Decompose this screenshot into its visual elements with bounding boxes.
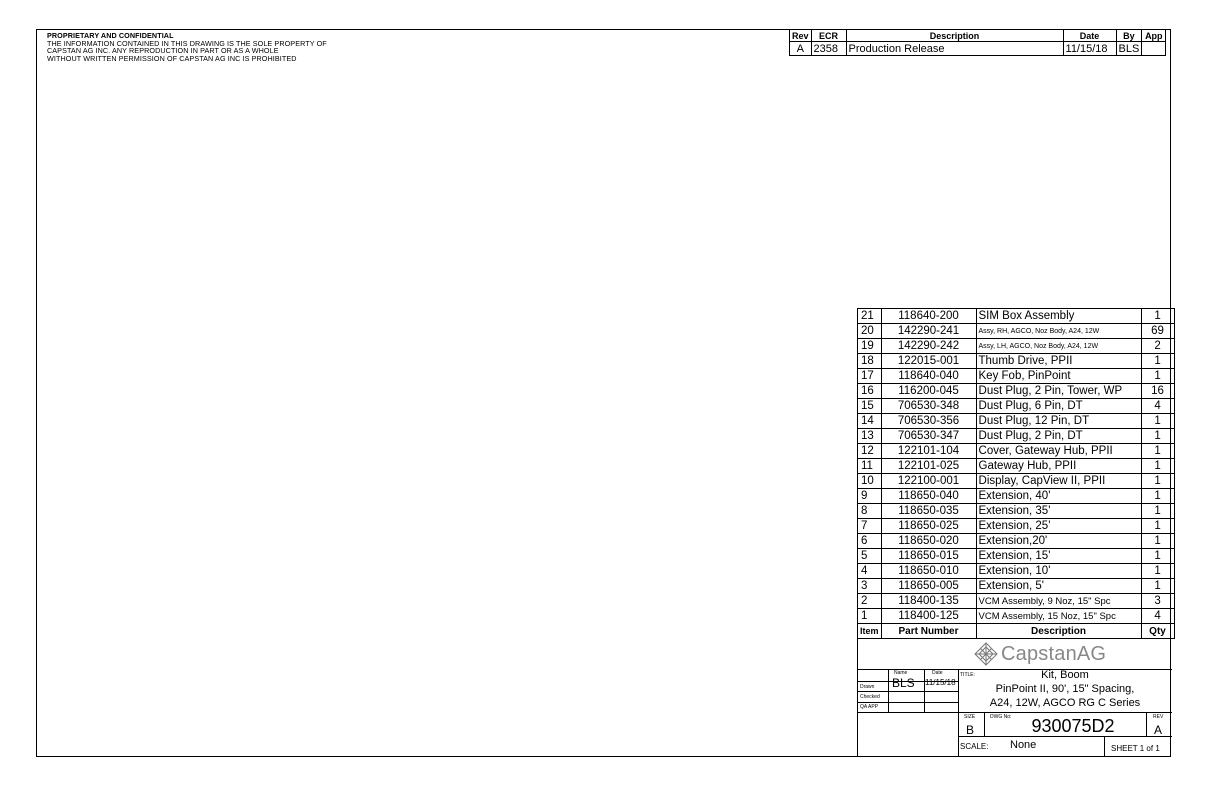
rev-label: REV [1153, 714, 1164, 720]
drawn-date: 11/15/18 [925, 678, 956, 687]
bom-part-number: 118650-010 [881, 564, 976, 579]
bom-part-number: 118650-035 [881, 504, 976, 519]
bom-description: Cover, Gateway Hub, PPII [976, 444, 1141, 459]
dwg-label: DWG No: [990, 714, 1012, 720]
bom-item-number: 11 [858, 459, 882, 474]
bom-description: Assy, RH, AGCO, Noz Body, A24, 12W [976, 324, 1141, 339]
drawing-number: 930075D2 [1031, 716, 1115, 736]
bom-qty: 4 [1141, 399, 1174, 414]
bom-part-number: 706530-348 [881, 399, 976, 414]
bom-item-number: 12 [858, 444, 882, 459]
qty-header: Qty [1141, 624, 1174, 639]
bom-qty: 4 [1141, 609, 1174, 624]
bom-part-number: 118640-040 [881, 369, 976, 384]
bom-description: Gateway Hub, PPII [976, 459, 1141, 474]
size-value: B [966, 723, 975, 737]
description-header: Description [976, 624, 1141, 639]
bom-description: Extension, 5' [976, 579, 1141, 594]
bom-item-number: 8 [858, 504, 882, 519]
capstan-diamond-icon [974, 642, 998, 666]
notice-line: THE INFORMATION CONTAINED IN THIS DRAWING IS THE SOLE PROPERTY OF [47, 38, 327, 48]
bom-description: Extension,20' [976, 534, 1141, 549]
bom-part-number: 706530-356 [881, 414, 976, 429]
bom-part-number: 142290-242 [881, 339, 976, 354]
bom-description: VCM Assembly, 15 Noz, 15" Spc [976, 609, 1141, 624]
title-line-1: Kit, Boom [1041, 669, 1089, 681]
bom-item-number: 20 [858, 324, 882, 339]
notice-line: CAPSTAN AG INC. ANY REPRODUCTION IN PART OR AS A WHOLE [47, 46, 279, 56]
bom-qty: 16 [1141, 384, 1174, 399]
bom-item-number: 18 [858, 354, 882, 369]
ecr-cell: 2358 [811, 42, 846, 56]
bom-part-number: 118400-135 [881, 594, 976, 609]
bom-part-number: 706530-347 [881, 429, 976, 444]
bom-part-number: 118650-020 [881, 534, 976, 549]
bom-row [858, 309, 1175, 324]
checked-label: Checked [860, 694, 880, 700]
title-label: TITLE: [960, 672, 976, 678]
bom-row [858, 459, 1175, 474]
bom-description: Extension, 15' [976, 549, 1141, 564]
bom-item-number: 21 [858, 309, 882, 324]
bom-description: Assy, LH, AGCO, Noz Body, A24, 12W [976, 339, 1141, 354]
description-header: Description [846, 30, 1063, 42]
app-header: App [1142, 30, 1166, 42]
bom-header-row [858, 624, 1175, 639]
revision-table [789, 29, 1166, 56]
bom-part-number: 142290-241 [881, 324, 976, 339]
bom-row [858, 324, 1175, 339]
rev-header: Rev [790, 30, 812, 42]
bom-description: Dust Plug, 2 Pin, DT [976, 429, 1141, 444]
bom-description: Extension, 25' [976, 519, 1141, 534]
bom-row [858, 549, 1175, 564]
bom-qty: 1 [1141, 504, 1174, 519]
bom-qty: 69 [1141, 324, 1174, 339]
bom-row [858, 414, 1175, 429]
bom-row [858, 399, 1175, 414]
bom-part-number: 118650-025 [881, 519, 976, 534]
date-label: Date [932, 670, 943, 676]
bom-row [858, 504, 1175, 519]
scale-label: SCALE: [960, 742, 989, 751]
bom-row [858, 519, 1175, 534]
bom-part-number: 118640-200 [881, 309, 976, 324]
bom-item-number: 17 [858, 369, 882, 384]
bom-part-number: 122101-104 [881, 444, 976, 459]
bom-item-number: 9 [858, 489, 882, 504]
bom-part-number: 118650-015 [881, 549, 976, 564]
logo-text: CapstanAG [1001, 642, 1107, 665]
bom-description: Extension, 10' [976, 564, 1141, 579]
bom-item-number: 15 [858, 399, 882, 414]
bom-item-number: 14 [858, 414, 882, 429]
item-header: Item [858, 624, 882, 639]
bom-row [858, 444, 1175, 459]
bom-row [858, 369, 1175, 384]
bom-item-number: 6 [858, 534, 882, 549]
drawn-label: Drawn [860, 684, 875, 690]
bom-description: Display, CapView II, PPII [976, 474, 1141, 489]
bom-description: Dust Plug, 2 Pin, Tower, WP [976, 384, 1141, 399]
scale-value: None [1010, 739, 1037, 751]
notice-title: PROPRIETARY AND CONFIDENTIAL [47, 31, 174, 40]
bom-qty: 1 [1141, 474, 1174, 489]
bom-row [858, 474, 1175, 489]
bom-qty: 3 [1141, 594, 1174, 609]
bom-item-number: 4 [858, 564, 882, 579]
title-block [857, 638, 1171, 757]
bom-row [858, 354, 1175, 369]
bom-item-number: 10 [858, 474, 882, 489]
bom-item-number: 3 [858, 579, 882, 594]
bom-item-number: 1 [858, 609, 882, 624]
revision-header-row [790, 30, 1166, 42]
bom-item-number: 7 [858, 519, 882, 534]
bom-row [858, 339, 1175, 354]
bom-part-number: 118650-005 [881, 579, 976, 594]
by-header: By [1116, 30, 1142, 42]
by-cell: BLS [1116, 42, 1142, 56]
notice-line: WITHOUT WRITTEN PERMISSION OF CAPSTAN AG INC IS PROHIBITED [47, 53, 297, 63]
bom-row [858, 429, 1175, 444]
bom-part-number: 122015-001 [881, 354, 976, 369]
bom-row [858, 594, 1175, 609]
date-cell: 11/15/18 [1063, 42, 1116, 56]
sheet-number: SHEET 1 of 1 [1111, 744, 1160, 753]
bom-description: Thumb Drive, PPII [976, 354, 1141, 369]
bom-part-number: 116200-045 [881, 384, 976, 399]
bom-description: Extension, 35' [976, 504, 1141, 519]
bom-description: Dust Plug, 6 Pin, DT [976, 399, 1141, 414]
bom-qty: 1 [1141, 444, 1174, 459]
bom-qty: 1 [1141, 429, 1174, 444]
bom-qty: 2 [1141, 339, 1174, 354]
bom-part-number: 118400-125 [881, 609, 976, 624]
capstan-logo [974, 641, 1106, 667]
title-line-3: A24, 12W, AGCO RG C Series [989, 697, 1141, 709]
bom-row [858, 609, 1175, 624]
bom-part-number: 122101-025 [881, 459, 976, 474]
date-header: Date [1063, 30, 1116, 42]
bom-qty: 1 [1141, 489, 1174, 504]
bom-row [858, 384, 1175, 399]
bom-row [858, 489, 1175, 504]
bom-qty: 1 [1141, 354, 1174, 369]
part-number-header: Part Number [881, 624, 976, 639]
bom-item-number: 16 [858, 384, 882, 399]
name-label: Name [894, 670, 908, 676]
bom-description: SIM Box Assembly [976, 309, 1141, 324]
bom-row [858, 534, 1175, 549]
bom-description: Extension, 40' [976, 489, 1141, 504]
bom-qty: 1 [1141, 564, 1174, 579]
bom-item-number: 19 [858, 339, 882, 354]
bom-row [858, 564, 1175, 579]
drawn-by: BLS [892, 676, 915, 690]
bom-qty: 1 [1141, 414, 1174, 429]
ecr-header: ECR [811, 30, 846, 42]
bom-description: VCM Assembly, 9 Noz, 15" Spc [976, 594, 1141, 609]
bom-item-number: 13 [858, 429, 882, 444]
bom-part-number: 118650-040 [881, 489, 976, 504]
bom-qty: 1 [1141, 579, 1174, 594]
bom-qty: 1 [1141, 369, 1174, 384]
rev-value: A [1154, 723, 1163, 737]
bom-part-number: 122100-001 [881, 474, 976, 489]
bom-item-number: 5 [858, 549, 882, 564]
app-cell [1142, 42, 1166, 56]
bom-qty: 1 [1141, 309, 1174, 324]
bom-qty: 1 [1141, 459, 1174, 474]
bom-qty: 1 [1141, 519, 1174, 534]
bom-qty: 1 [1141, 534, 1174, 549]
description-cell: Production Release [846, 42, 1063, 56]
rev-cell: A [790, 42, 812, 56]
confidentiality-notice [47, 32, 467, 62]
bom-qty: 1 [1141, 549, 1174, 564]
revision-row [790, 42, 1166, 56]
bom-row [858, 579, 1175, 594]
bom-item-number: 2 [858, 594, 882, 609]
bom-description: Dust Plug, 12 Pin, DT [976, 414, 1141, 429]
qa-label: QA APP [860, 704, 879, 710]
bom-description: Key Fob, PinPoint [976, 369, 1141, 384]
bill-of-materials [857, 308, 1175, 639]
title-line-2: PinPoint II, 90', 15" Spacing, [995, 683, 1135, 695]
size-label: SIZE [964, 714, 976, 720]
